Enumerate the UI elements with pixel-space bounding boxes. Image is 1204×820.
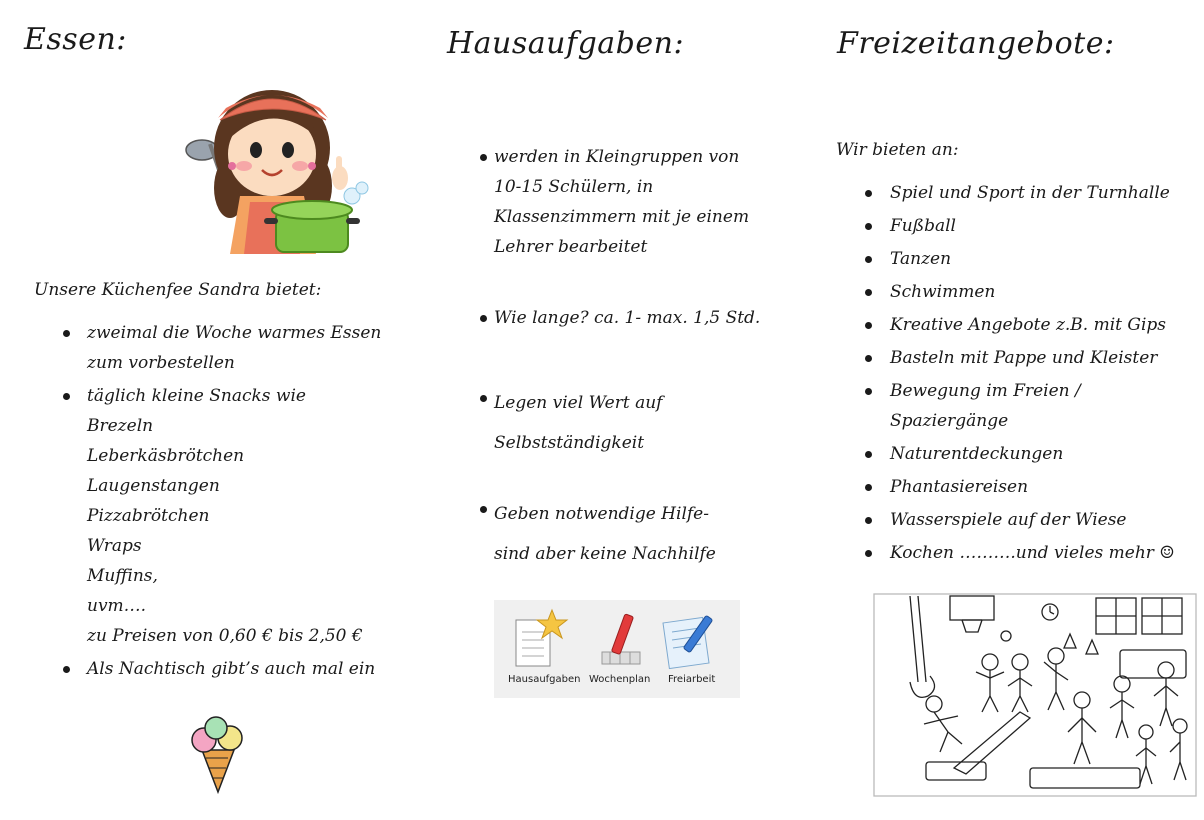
freizeit-intro: Wir bieten an:: [836, 140, 959, 160]
ice-cream-icon: [188, 716, 248, 794]
essen-item-line: täglich kleine Snacks wie: [87, 386, 306, 406]
freizeit-item: [890, 538, 1204, 568]
freizeit-item-line: Spiel und Sport in der Turnhalle: [890, 183, 1170, 203]
gym-drawing-illustration: [870, 592, 1200, 800]
freizeit-item-line: Kreative Angebote z.B. mit Gips: [890, 315, 1167, 335]
freizeit-item-line: Naturentdeckungen: [890, 444, 1064, 464]
freizeit-item: [890, 439, 1204, 469]
freizeit-item-line: Schwimmen: [890, 282, 996, 302]
homework-sheet-icon: [512, 608, 570, 674]
freizeit-item-line: Spaziergänge: [890, 411, 1009, 431]
essen-item-line: Als Nachtisch gibt’s auch mal ein: [87, 659, 376, 679]
freizeit-item-line: Wasserspiele auf der Wiese: [890, 510, 1127, 530]
essen-item-line: Muffins,: [87, 566, 158, 586]
hausaufgaben-item-line: werden in Kleingruppen von: [494, 147, 740, 167]
essen-intro: Unsere Küchenfee Sandra bietet:: [34, 280, 322, 300]
hausaufgaben-item-line: 10-15 Schülern, in: [494, 177, 654, 197]
hausaufgaben-item-line: Wie lange? ca. 1- max. 1,5 Std.: [494, 308, 761, 328]
essen-column: [0, 0, 420, 820]
freizeit-item-line: Fußball: [890, 216, 956, 236]
weekly-plan-icon: [596, 612, 644, 674]
essen-item-line: Leberkäsbrötchen: [87, 446, 245, 466]
freizeit-item-line: Kochen ……….und vieles mehr ☺: [890, 543, 1175, 563]
hausaufgaben-item: [494, 142, 794, 262]
homework-icons-panel: [494, 600, 740, 698]
freizeit-item-line: Phantasiereisen: [890, 477, 1029, 497]
freizeit-item: [890, 244, 1204, 274]
free-work-label: Freiarbeit: [668, 674, 716, 685]
essen-item-line: Wraps: [87, 536, 142, 556]
hausaufgaben-item: [494, 494, 794, 574]
freizeit-item: [890, 211, 1204, 241]
freizeit-item-line: Tanzen: [890, 249, 952, 269]
essen-item-line: zum vorbestellen: [87, 353, 235, 373]
hausaufgaben-item-line: Lehrer bearbeitet: [494, 237, 648, 257]
hausaufgaben-heading: Hausaufgaben:: [447, 26, 685, 61]
freizeit-item: [890, 343, 1204, 373]
essen-list: [87, 318, 417, 687]
essen-item-line: Laugenstangen: [87, 476, 220, 496]
freizeit-column: [820, 0, 1204, 820]
freizeit-item: [890, 178, 1204, 208]
hausaufgaben-item: [494, 303, 794, 333]
freizeit-item: [890, 277, 1204, 307]
hausaufgaben-list: [494, 142, 804, 582]
freizeit-item-line: Basteln mit Pappe und Kleister: [890, 348, 1158, 368]
essen-item: [87, 654, 417, 684]
essen-item-line: Brezeln: [87, 416, 154, 436]
essen-item: [87, 381, 417, 651]
freizeit-list: [890, 178, 1204, 571]
essen-item-line: zu Preisen von 0,60 € bis 2,50 €: [87, 626, 363, 646]
freizeit-item: [890, 505, 1204, 535]
hausaufgaben-item-line: sind aber keine Nachhilfe: [494, 544, 716, 564]
hausaufgaben-item-line: Geben notwendige Hilfe-: [494, 504, 709, 524]
essen-item: [87, 318, 417, 378]
cook-girl-illustration: [180, 78, 380, 258]
freizeit-heading: Freizeitangebote:: [837, 26, 1115, 61]
freizeit-item: [890, 376, 1204, 436]
freizeit-item-line: Bewegung im Freien /: [890, 381, 1081, 401]
homework-label: Hausaufgaben: [508, 674, 581, 685]
hausaufgaben-column: [420, 0, 820, 820]
hausaufgaben-item-line: Klassenzimmern mit je einem: [494, 207, 750, 227]
hausaufgaben-item: [494, 383, 794, 463]
essen-item-line: uvm….: [87, 596, 147, 616]
freizeit-item: [890, 472, 1204, 502]
essen-heading: Essen:: [24, 22, 127, 57]
hausaufgaben-item-line: Selbstständigkeit: [494, 433, 645, 453]
essen-item-line: Pizzabrötchen: [87, 506, 210, 526]
hausaufgaben-item-line: Legen viel Wert auf: [494, 393, 663, 413]
essen-item-line: zweimal die Woche warmes Essen: [87, 323, 382, 343]
weekly-plan-label: Wochenplan: [589, 674, 651, 685]
freizeit-item: [890, 310, 1204, 340]
free-work-icon: [662, 610, 720, 672]
